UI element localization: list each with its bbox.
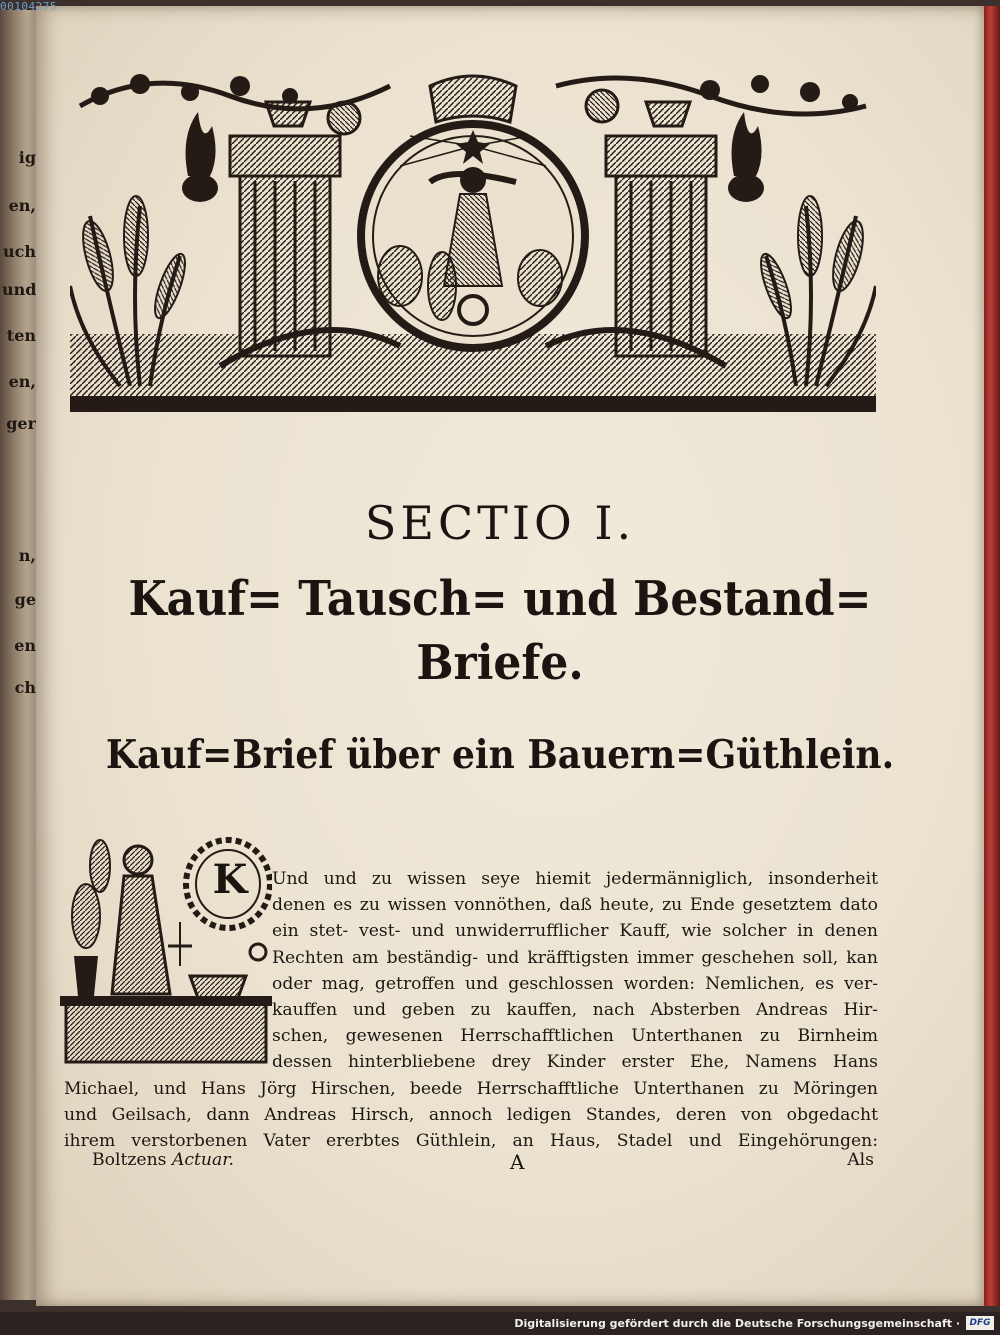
signature-name: Boltzens [92,1150,167,1170]
prev-page-fragment: ge [14,590,36,609]
prev-page-fragment: ger [6,414,36,433]
page-title-line-2: Briefe. [416,635,584,692]
credit-bar [0,1312,1000,1335]
body-line: und Geilsach, dann Andreas Hirsch, annoch ledigen Standes, deren von obgedacht [64,1104,878,1125]
body-line: Michael, und Hans Jörg Hirschen, beede Herrschafftliche Unterthanen zu Möringen [64,1078,878,1099]
dfg-logo-icon: DFG [966,1316,994,1330]
prev-page-fragment: en, [8,196,36,215]
document-subtitle: Kauf=Brief über ein Bauern=Güthlein. [105,732,895,778]
initial-letter: K [212,856,248,903]
prev-page-fragment: uch [2,242,36,261]
signature-mark: A [510,1150,525,1174]
body-line: Und und zu wissen seye hiemit jedermänniglich, insonderheit [272,869,878,889]
body-line: dessen hinterbliebene drey Kinder erster Ehe, Namens Hans [272,1052,878,1073]
body-line: schen, gewesenen Herrschafftlichen Unterthanen zu Birnheim [272,1026,878,1047]
body-line: ein stet- vest- und unwiderrufflicher Kauff, wie solcher in denen [272,921,878,942]
prev-page-fragment: en [14,636,36,655]
prev-page-fragment: ig [18,148,36,167]
page-footer [92,1150,874,1176]
prev-page-fragment: ten [6,326,36,345]
body-line: Rechten am beständig- und kräfftigsten immer geschehen soll, kan [272,947,878,968]
body-line: denen es zu wissen vonnöthen, daß heute, zu Ende gesetztem dato [272,895,878,916]
body-line: ihrem verstorbenen Vater ererbtes Güthlein, an Haus, Stadel und Eingehörungen: [64,1130,878,1151]
body-line: oder mag, getroffen und geschlossen worden: Nemlichen, es ver- [272,973,878,994]
page-title-line-1: Kauf= Tausch= und Bestand= [128,571,872,628]
signature-line [92,1150,234,1170]
scan-id: 00104275 [0,0,57,13]
prev-page-fragment: en, [8,372,36,391]
signature-title: Actuar. [171,1150,235,1170]
body-text [64,866,878,1154]
section-heading: SECTIO I. [364,496,636,550]
prev-page-fragment: ch [14,678,36,697]
prev-page-fragment: n, [18,546,36,565]
body-line: kauffen und geben zu kauffen, nach Absterben Andreas Hir- [272,999,878,1020]
prev-page-fragment: und [2,280,37,299]
credit-text: Digitalisierung gefördert durch die Deutsche Forschungsgemeinschaft · [514,1317,960,1330]
catchword: Als [847,1150,874,1170]
headpiece-ornament-image [70,66,876,412]
